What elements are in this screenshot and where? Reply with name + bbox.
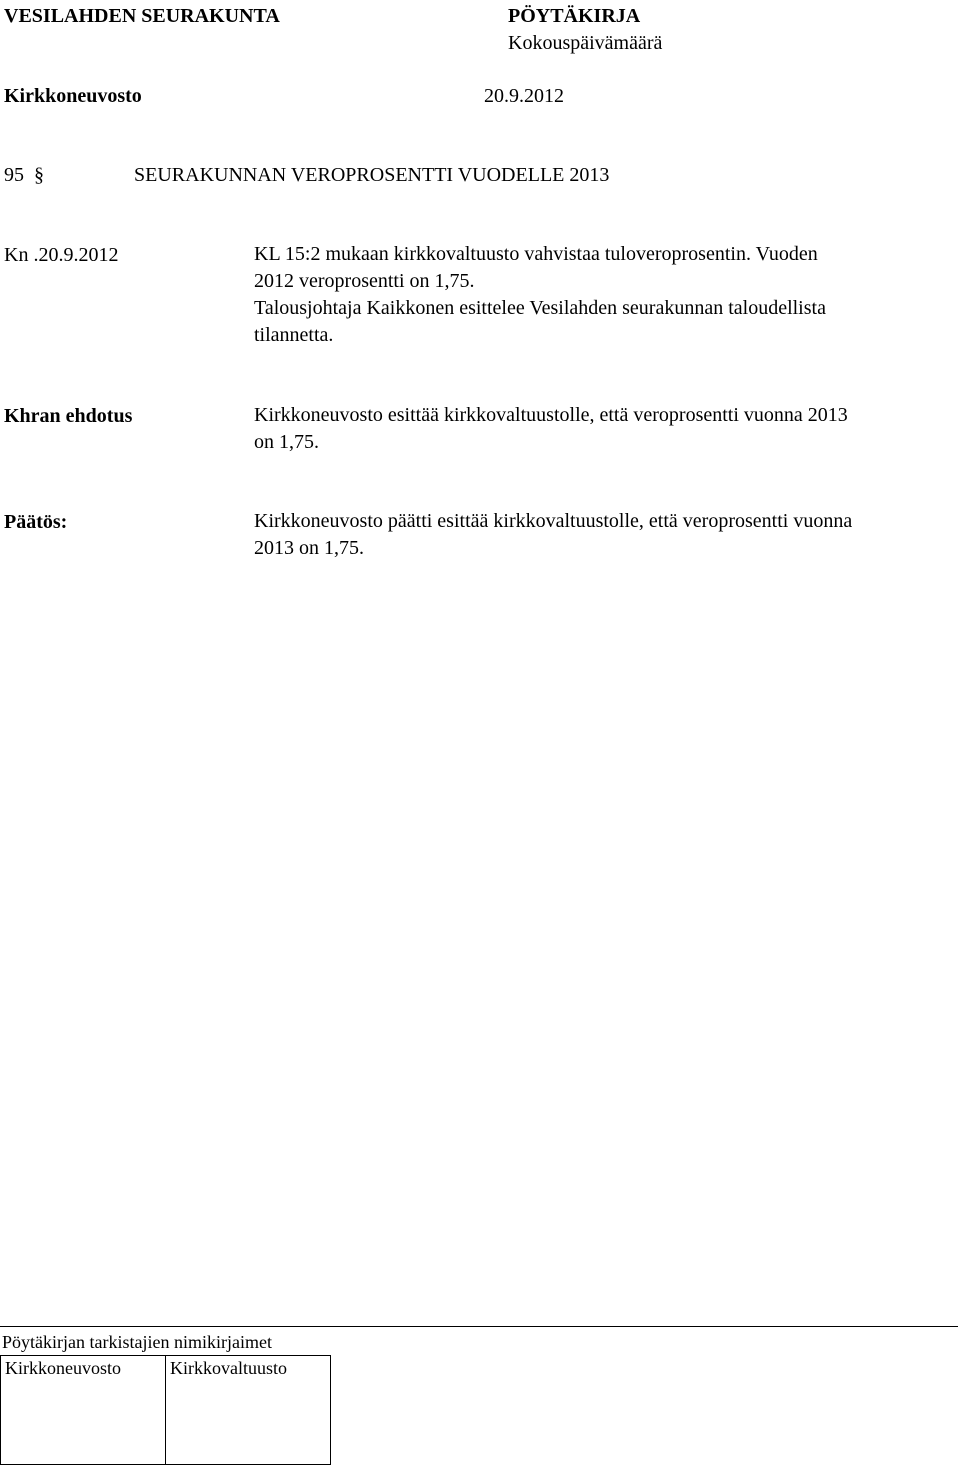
initials-box-label: Kirkkovaltuusto bbox=[170, 1358, 287, 1378]
text-line: 2013 on 1,75. bbox=[254, 537, 364, 559]
item-text-kn bbox=[254, 241, 954, 349]
meeting-date-label: Kokouspäivämäärä bbox=[508, 32, 663, 54]
section-symbol: § bbox=[34, 164, 44, 186]
text-line: Kirkkoneuvosto esittää kirkkovaltuustolle, että veroprosentti vuonna 2013 bbox=[254, 404, 848, 426]
organization-name: VESILAHDEN SEURAKUNTA bbox=[4, 5, 280, 27]
text-line: KL 15:2 mukaan kirkkovaltuusto vahvistaa tuloveroprosentin. Vuoden bbox=[254, 243, 818, 265]
item-label-proposal: Khran ehdotus bbox=[4, 405, 133, 427]
document-type: PÖYTÄKIRJA bbox=[508, 5, 641, 27]
section-number: 95 bbox=[4, 164, 24, 186]
initials-box-kirkkovaltuusto[interactable] bbox=[166, 1356, 331, 1465]
text-line: Talousjohtaja Kaikkonen esittelee Vesilahden seurakunnan taloudellista bbox=[254, 297, 826, 319]
text-line: on 1,75. bbox=[254, 431, 319, 453]
initials-table bbox=[0, 1355, 331, 1465]
item-text-proposal bbox=[254, 402, 954, 456]
footer-caption: Pöytäkirjan tarkistajien nimikirjaimet bbox=[2, 1332, 272, 1352]
initials-box-label: Kirkkoneuvosto bbox=[5, 1358, 121, 1378]
meeting-body: Kirkkoneuvosto bbox=[4, 85, 142, 107]
item-text-decision bbox=[254, 508, 954, 562]
initials-box-kirkkoneuvosto[interactable] bbox=[1, 1356, 166, 1465]
text-line: tilannetta. bbox=[254, 324, 334, 346]
item-label-decision: Päätös: bbox=[4, 511, 68, 533]
section-title: SEURAKUNNAN VEROPROSENTTI VUODELLE 2013 bbox=[134, 164, 610, 186]
footer-divider bbox=[0, 1326, 958, 1327]
text-line: Kirkkoneuvosto päätti esittää kirkkovaltuustolle, että veroprosentti vuonna bbox=[254, 510, 853, 532]
text-line: 2012 veroprosentti on 1,75. bbox=[254, 270, 475, 292]
meeting-date: 20.9.2012 bbox=[484, 85, 564, 107]
item-label-kn: Kn .20.9.2012 bbox=[4, 244, 119, 266]
